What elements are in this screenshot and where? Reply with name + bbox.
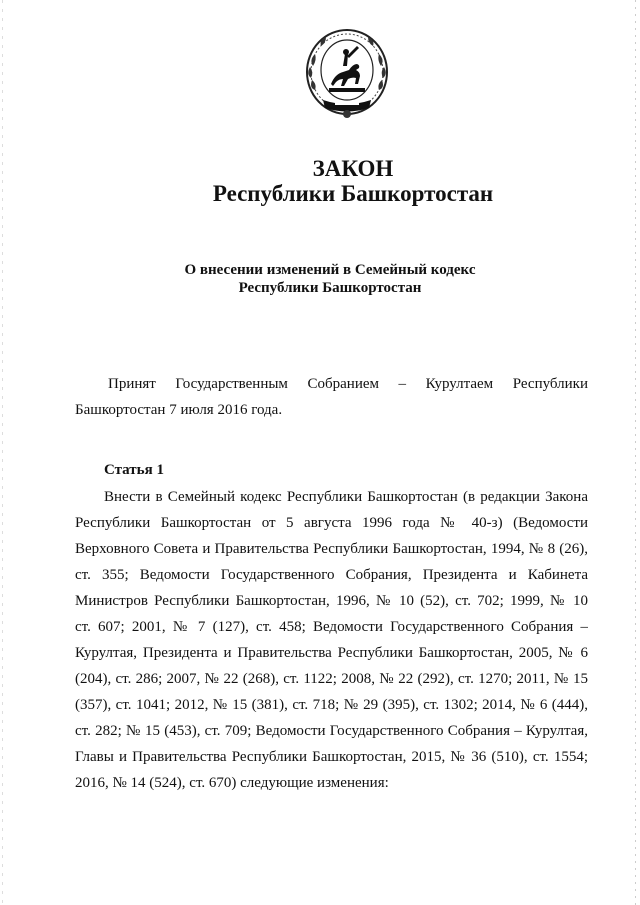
scan-edge-right: [635, 0, 636, 905]
law-subject-line1: О внесении изменений в Семейный кодекс: [184, 262, 476, 278]
article-line: Министров Республики Башкортостан, 1996, № 10 (52), ст. 702; 1999, № 10: [75, 593, 588, 609]
article-line: ст. 355; Ведомости Государственного Собрания, Президента и Кабинета: [75, 567, 588, 583]
article-line: 2016, № 14 (524), ст. 670) следующие изменения:: [75, 775, 389, 791]
law-subject-line2: Республики Башкортостан: [238, 280, 422, 296]
article-line: Республики Башкортостан от 5 августа 1996 года № 40-з) (Ведомости: [75, 515, 588, 531]
article-line: Главы и Правительства Республики Башкортостан, 2015, № 36 (510), ст. 1554;: [75, 749, 588, 765]
article-line: ст. 607; 2001, № 7 (127), ст. 458; Ведомости Государственного Собрания –: [75, 619, 588, 635]
adoption-line: Башкортостан 7 июля 2016 года.: [75, 402, 283, 418]
bashkortostan-coat-of-arms-icon: [303, 26, 391, 122]
article-line: Внести в Семейный кодекс Республики Башкортостан (в редакции Закона: [104, 489, 588, 505]
article-line: (357), ст. 1041; 2012, № 15 (381), ст. 718; № 29 (395), ст. 1302; 2014, № 6 (444),: [75, 697, 588, 713]
document-title: ЗАКОН: [312, 156, 394, 181]
article-line: ст. 282; № 15 (453), ст. 709; Ведомости Государственного Собрания – Курултая,: [75, 723, 588, 739]
scan-edge-left: [2, 0, 3, 905]
article-heading: Статья 1: [104, 462, 164, 478]
article-line: Верховного Совета и Правительства Республики Башкортостан, 1994, № 8 (26),: [75, 541, 588, 557]
adoption-line: Принят Государственным Собранием – Курултаем Республики: [108, 376, 588, 392]
article-body: [75, 484, 588, 796]
document-title-republic: Республики Башкортостан: [212, 181, 494, 206]
article-line: Курултая, Президента и Правительства Республики Башкортостан, 2005, № 6: [75, 645, 588, 661]
article-line: (204), ст. 286; 2007, № 22 (268), ст. 1122; 2008, № 22 (292), ст. 1270; 2011, № 15: [75, 671, 588, 687]
adoption-statement: [75, 371, 588, 423]
